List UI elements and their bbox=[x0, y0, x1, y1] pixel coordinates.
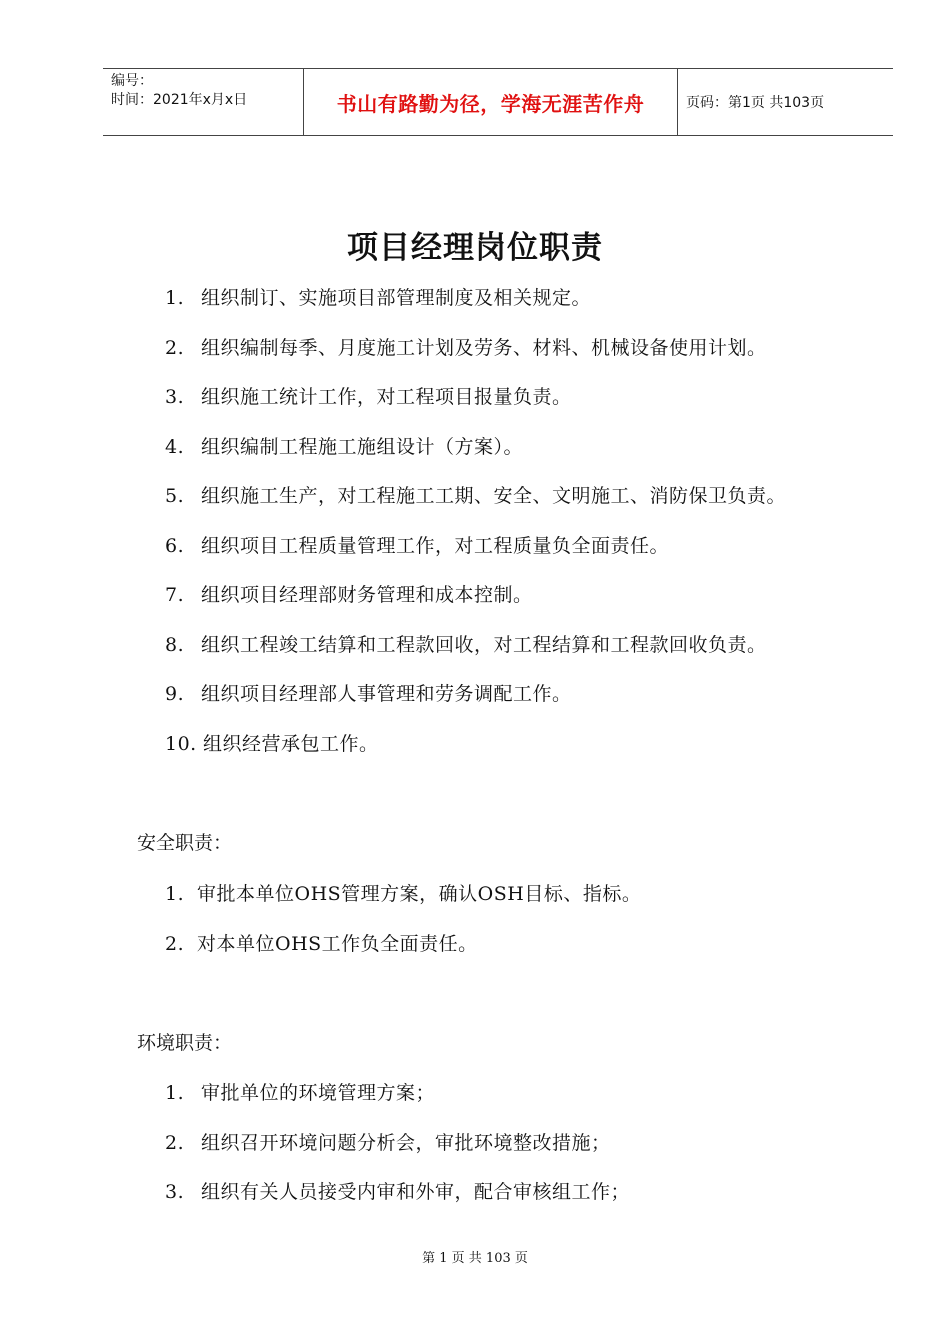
environment-heading: 环境职责： bbox=[137, 1032, 233, 1054]
duty-text: 组织施工生产，对工程施工工期、安全、文明施工、消防保卫负责。 bbox=[201, 485, 787, 507]
page-header bbox=[103, 68, 893, 136]
number-label: 编号： bbox=[111, 73, 153, 89]
environment-text: 组织召开环境问题分析会，审批环境整改措施； bbox=[201, 1132, 611, 1154]
document-title: 项目经理岗位职责 bbox=[347, 230, 603, 266]
duty-number: 8. bbox=[165, 634, 185, 656]
duty-number: 4. bbox=[165, 436, 185, 458]
header-page-info: 页码：第1页 共103页 bbox=[686, 95, 825, 111]
duty-item bbox=[165, 630, 767, 657]
duty-item bbox=[165, 531, 669, 558]
duty-number: 5. bbox=[165, 485, 185, 507]
environment-item bbox=[165, 1177, 630, 1204]
duty-text: 组织制订、实施项目部管理制度及相关规定。 bbox=[201, 287, 592, 309]
duty-item bbox=[165, 382, 572, 409]
environment-text: 组织有关人员接受内审和外审，配合审核组工作； bbox=[201, 1181, 631, 1203]
duty-text: 组织编制每季、月度施工计划及劳务、材料、机械设备使用计划。 bbox=[201, 337, 767, 359]
duty-item bbox=[165, 432, 523, 459]
duty-item bbox=[165, 580, 533, 607]
safety-text: 审批本单位OHS管理方案，确认OSH目标、指标。 bbox=[197, 883, 642, 905]
safety-item bbox=[165, 929, 478, 956]
duty-text: 组织编制工程施工施组设计（方案）。 bbox=[201, 436, 524, 458]
duty-number: 10. bbox=[165, 733, 197, 755]
duty-number: 7. bbox=[165, 584, 185, 606]
duty-text: 组织经营承包工作。 bbox=[203, 733, 379, 755]
duty-number: 6. bbox=[165, 535, 185, 557]
duty-number: 2. bbox=[165, 337, 185, 359]
environment-number: 2. bbox=[165, 1132, 185, 1154]
duty-item bbox=[165, 679, 572, 706]
safety-heading: 安全职责： bbox=[137, 832, 233, 854]
duty-item bbox=[165, 481, 786, 508]
duty-text: 组织项目经理部财务管理和成本控制。 bbox=[201, 584, 533, 606]
environment-number: 1. bbox=[165, 1082, 185, 1104]
environment-number: 3. bbox=[165, 1181, 185, 1203]
time-label: 时间：2021年x月x日 bbox=[111, 92, 248, 108]
duty-number: 1. bbox=[165, 287, 185, 309]
safety-number: 1. bbox=[165, 883, 185, 905]
duty-number: 9. bbox=[165, 683, 185, 705]
page-footer: 第 1 页 共 103 页 bbox=[422, 1251, 528, 1266]
environment-item bbox=[165, 1128, 611, 1155]
duty-item bbox=[165, 729, 379, 756]
duty-text: 组织工程竣工结算和工程款回收，对工程结算和工程款回收负责。 bbox=[201, 634, 767, 656]
environment-item bbox=[165, 1078, 435, 1105]
duty-item bbox=[165, 333, 767, 360]
header-meta bbox=[103, 69, 304, 135]
safety-text: 对本单位OHS工作负全面责任。 bbox=[197, 933, 478, 955]
duty-number: 3. bbox=[165, 386, 185, 408]
safety-number: 2. bbox=[165, 933, 185, 955]
environment-text: 审批单位的环境管理方案； bbox=[201, 1082, 436, 1104]
duty-text: 组织项目经理部人事管理和劳务调配工作。 bbox=[201, 683, 572, 705]
header-motto: 书山有路勤为径，学海无涯苦作舟 bbox=[304, 69, 678, 135]
duty-text: 组织施工统计工作，对工程项目报量负责。 bbox=[201, 386, 572, 408]
duty-item bbox=[165, 283, 591, 310]
duty-text: 组织项目工程质量管理工作，对工程质量负全面责任。 bbox=[201, 535, 670, 557]
safety-item bbox=[165, 879, 641, 906]
